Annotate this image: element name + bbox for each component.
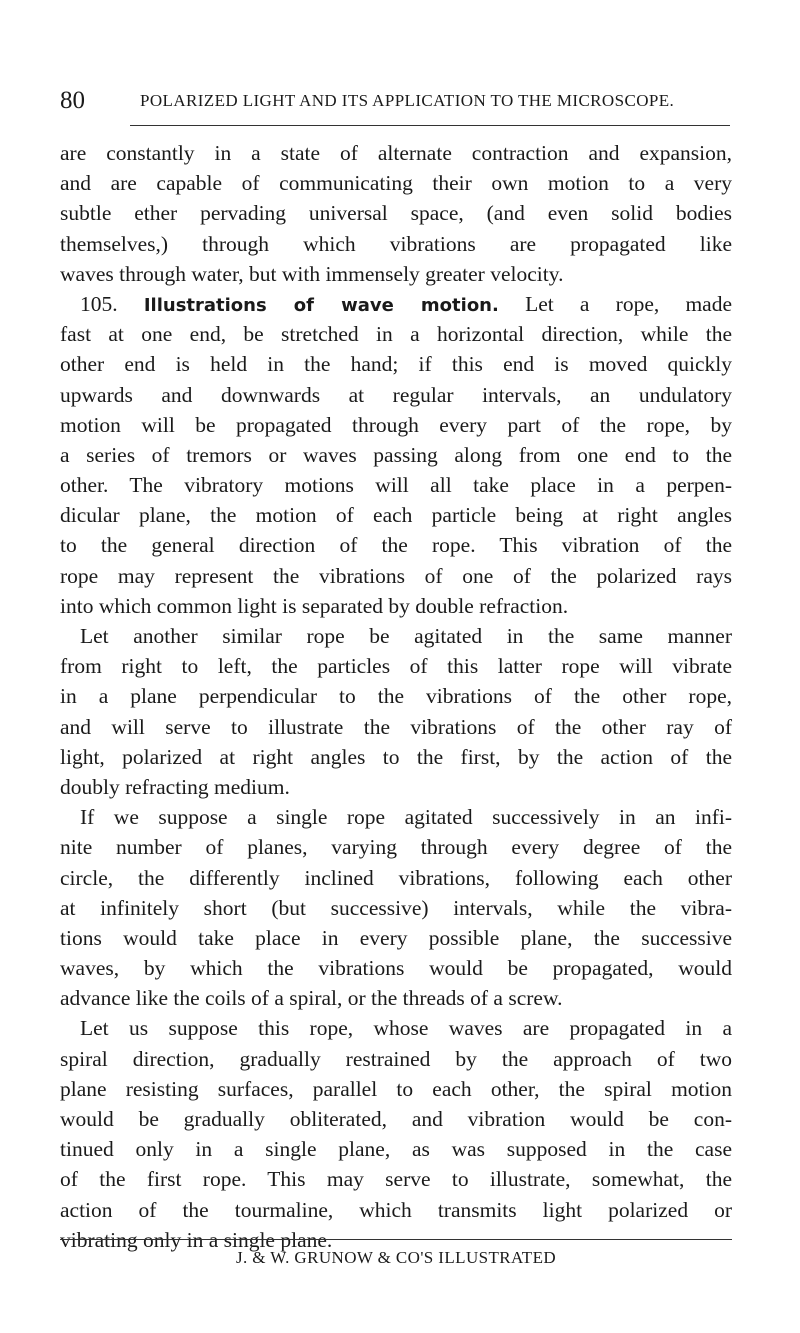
text-line: nite number of planes, varying through every degree of the: [60, 835, 732, 860]
header-rule: [130, 125, 730, 126]
text-line: If we suppose a single rope agitated successively in an infi-: [80, 805, 732, 830]
text-line: plane resisting surfaces, parallel to each other, the spiral motion: [60, 1076, 732, 1101]
text-line: and are capable of communicating their own motion to a very: [60, 171, 732, 196]
text-line: rope may represent the vibrations of one of the polarized rays: [60, 563, 732, 588]
text-line: to the general direction of the rope. This vibration of the: [60, 533, 732, 558]
text-line: into which common light is separated by double refraction.: [60, 593, 569, 618]
text-line: of the first rope. This may serve to illustrate, somewhat, the: [60, 1167, 732, 1192]
text-line: other end is held in the hand; if this end is moved quickly: [60, 352, 732, 377]
text-line: advance like the coils of a spiral, or the threads of a screw.: [60, 986, 563, 1011]
text-line: motion will be propagated through every part of the rope, by: [60, 412, 732, 437]
footer-rule: [60, 1239, 732, 1240]
section-heading-line: [60, 289, 732, 319]
text-line: waves through water, but with immensely greater velocity.: [60, 261, 564, 286]
text-line: fast at one end, be stretched in a horizontal direction, while the: [60, 322, 732, 347]
text-line: themselves,) through which vibrations are propagated like: [60, 231, 732, 256]
text-line: Let us suppose this rope, whose waves are propagated in a: [80, 1016, 732, 1041]
page-number: 80: [60, 87, 85, 114]
text-line: subtle ether pervading universal space, (and even solid bodies: [60, 201, 732, 226]
body-text: [60, 138, 732, 1255]
text-line: waves, by which the vibrations would be propagated, would: [60, 956, 732, 981]
text-line: in a plane perpendicular to the vibrations of the other rope,: [60, 684, 732, 709]
text-line: vibrating only in a single plane.: [60, 1227, 333, 1252]
text-line: tions would take place in every possible plane, the successive: [60, 925, 732, 950]
section-number: 105.: [80, 291, 118, 316]
text-line: doubly refracting medium.: [60, 774, 290, 799]
text-line: upwards and downwards at regular intervals, an undulatory: [60, 382, 732, 407]
text-line: spiral direction, gradually restrained by the approach of two: [60, 1046, 732, 1071]
text-line: Let another similar rope be agitated in the same manner: [80, 624, 732, 648]
text-line: from right to left, the particles of this latter rope will vibrate: [60, 654, 732, 679]
section-title: Illustrations of wave motion.: [143, 294, 499, 316]
running-head: POLARIZED LIGHT AND ITS APPLICATION TO THE MICROSCOPE.: [140, 91, 675, 110]
text-line: at infinitely short (but successive) intervals, while the vibra-: [60, 895, 732, 920]
text-line: and will serve to illustrate the vibrations of the other ray of: [60, 714, 732, 739]
page-footer: J. & W. GRUNOW & CO'S ILLUSTRATED: [235, 1248, 557, 1267]
text-line: other. The vibratory motions will all take place in a perpen-: [60, 473, 732, 498]
text-line: would be gradually obliterated, and vibration would be con-: [60, 1107, 732, 1131]
section-line-text: Let a rope, made: [525, 291, 733, 316]
text-line: are constantly in a state of alternate contraction and expansion,: [60, 141, 732, 165]
text-line: circle, the differently inclined vibrations, following each other: [60, 865, 732, 890]
text-line: a series of tremors or waves passing along from one end to the: [60, 442, 732, 467]
text-line: light, polarized at right angles to the first, by the action of the: [60, 744, 732, 769]
text-line: action of the tourmaline, which transmits light polarized or: [60, 1197, 732, 1222]
text-line: tinued only in a single plane, as was supposed in the case: [60, 1137, 732, 1162]
page-header: [60, 86, 740, 116]
text-line: dicular plane, the motion of each particle being at right angles: [60, 503, 732, 528]
